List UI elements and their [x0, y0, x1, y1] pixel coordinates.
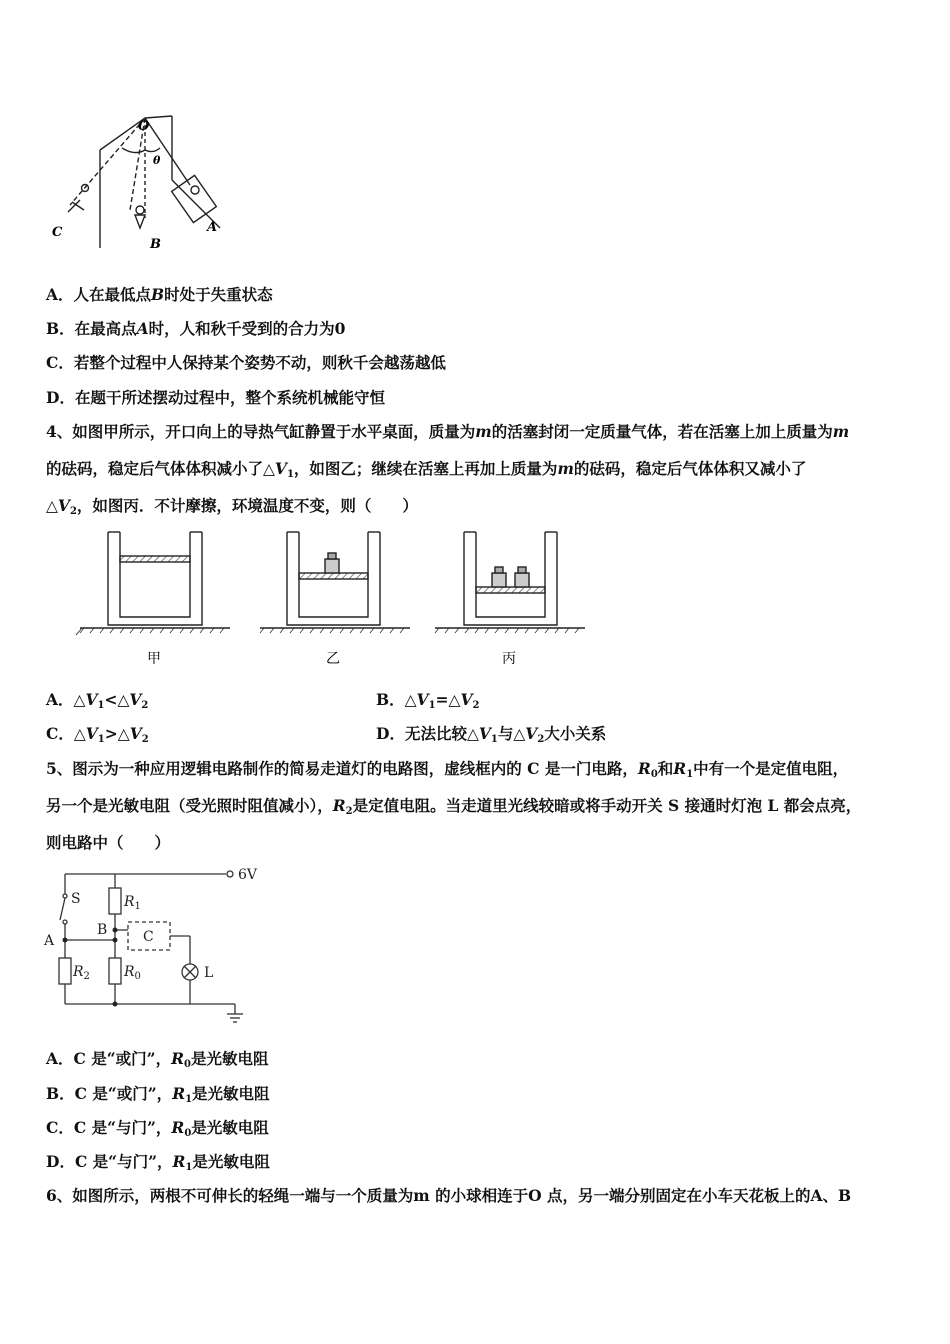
label-b: B — [150, 237, 161, 252]
label-a: A — [207, 220, 218, 235]
q6-stem-line1: 6、如图所示，两根不可伸长的轻绳一端与一个质量为m 的小球相连于O 点，另一端分别固定在小车天花板上的A、B — [46, 1186, 852, 1205]
person-b-head — [136, 206, 144, 214]
q5-stem-line3: 则电路中（ ） — [46, 833, 171, 852]
piston-yi — [299, 573, 368, 579]
label-r1: $R_1$ — [124, 894, 141, 912]
label-r2: $R_2$ — [73, 964, 90, 982]
weight-bing-1 — [492, 573, 506, 587]
ground-hatch-jia — [80, 628, 224, 633]
label-yi: 乙 — [326, 651, 340, 667]
q3-option-a[interactable]: A．人在最低点B时处于失重状态 — [46, 285, 273, 304]
resistor-r2 — [59, 958, 71, 984]
q4-stem-line3: $\triangle V_2$，如图丙．不计摩擦，环境温度不变，则（ ） — [46, 496, 418, 517]
circuit-diagram — [40, 862, 280, 1032]
label-s: S — [71, 891, 81, 907]
q4-option-b[interactable]: B．$\triangle V_1=\triangle V_2$ — [376, 690, 480, 711]
rope-to-c — [70, 118, 145, 205]
ground-hatch-bing — [435, 628, 579, 633]
switch-blade — [60, 898, 65, 920]
piston-bing — [476, 587, 545, 593]
label-theta: θ — [153, 154, 161, 167]
q5-stem-line2: 另一个是光敏电阻（受光照时阻值减小），$R_2$是定值电阻。当走道里光线较暗或将手动开关 S 接通时灯泡 L 都会点亮， — [46, 796, 862, 817]
q4-option-a[interactable]: A．$\triangle V_1<\triangle V_2$ — [46, 690, 149, 711]
q4-stem-line2: 的砝码，稳定后气体体积减小了$\triangle V_1$，如图乙；继续在活塞上再加上质量为m的砝码，稳定后气体体积又减小了 — [46, 459, 807, 480]
frame-top-right — [145, 116, 172, 118]
theta-arc — [145, 148, 160, 152]
switch-contact-top — [63, 894, 67, 898]
swing-a — [172, 175, 217, 222]
cylinder-bing — [435, 532, 585, 628]
resistor-r1 — [109, 888, 121, 914]
q5-stem-line1: 5、图示为一种应用逻辑电路制作的简易走道灯的电路图，虚线框内的 C 是一门电路，$R_0$和$R_1$中有一个是定值电阻， — [46, 759, 849, 780]
switch-contact-bottom — [63, 920, 67, 924]
q4-option-d[interactable]: D．无法比较$\triangle V_1$与$\triangle V_2$大小关系 — [376, 724, 607, 745]
cylinder-jia — [76, 532, 230, 635]
q4-option-c[interactable]: C．$\triangle V_1>\triangle V_2$ — [46, 724, 149, 745]
q3-option-c[interactable]: C．若整个过程中人保持某个姿势不动，则秋千会越荡越低 — [46, 353, 446, 372]
label-node-a: A — [44, 933, 55, 949]
alpha-arc — [122, 148, 145, 153]
ground-hatch-yi — [260, 628, 404, 633]
q3-option-b[interactable]: B．在最高点A时，人和秋千受到的合力为0 — [46, 319, 346, 338]
label-lamp-l: L — [204, 965, 214, 981]
label-node-b: B — [97, 922, 108, 938]
label-gate-c: C — [143, 929, 154, 945]
label-o: O — [138, 119, 150, 134]
label-r0: $R_0$ — [124, 964, 141, 982]
q5-option-c[interactable]: C．C 是“与门”，$R_0$是光敏电阻 — [46, 1118, 269, 1139]
person-b-body — [135, 215, 145, 228]
q4-stem-line1: 4、如图甲所示，开口向上的导热气缸静置于水平桌面，质量为m的活塞封闭一定质量气体，若在活塞上加上质量为m — [46, 422, 850, 441]
terminal-6v — [227, 871, 233, 877]
cylinder-yi — [260, 532, 410, 628]
q5-option-d[interactable]: D．C 是“与门”，$R_1$是光敏电阻 — [46, 1152, 270, 1173]
swing-figure — [40, 110, 240, 255]
resistor-r0 — [109, 958, 121, 984]
q5-option-b[interactable]: B．C 是“或门”，$R_1$是光敏电阻 — [46, 1084, 270, 1105]
label-jia: 甲 — [147, 651, 161, 667]
label-c: C — [52, 225, 63, 240]
piston-jia — [120, 556, 190, 562]
weight-yi — [325, 559, 339, 573]
weight-bing-2 — [515, 573, 529, 587]
person-a-head — [191, 186, 199, 194]
person-c-body — [68, 200, 84, 212]
label-bing: 丙 — [502, 651, 516, 667]
label-6v: 6V — [238, 867, 258, 883]
q5-option-a[interactable]: A．C 是“或门”，$R_0$是光敏电阻 — [46, 1049, 269, 1070]
cylinder-figures — [70, 525, 600, 675]
q3-option-d[interactable]: D．在题干所述摆动过程中，整个系统机械能守恒 — [46, 388, 385, 407]
